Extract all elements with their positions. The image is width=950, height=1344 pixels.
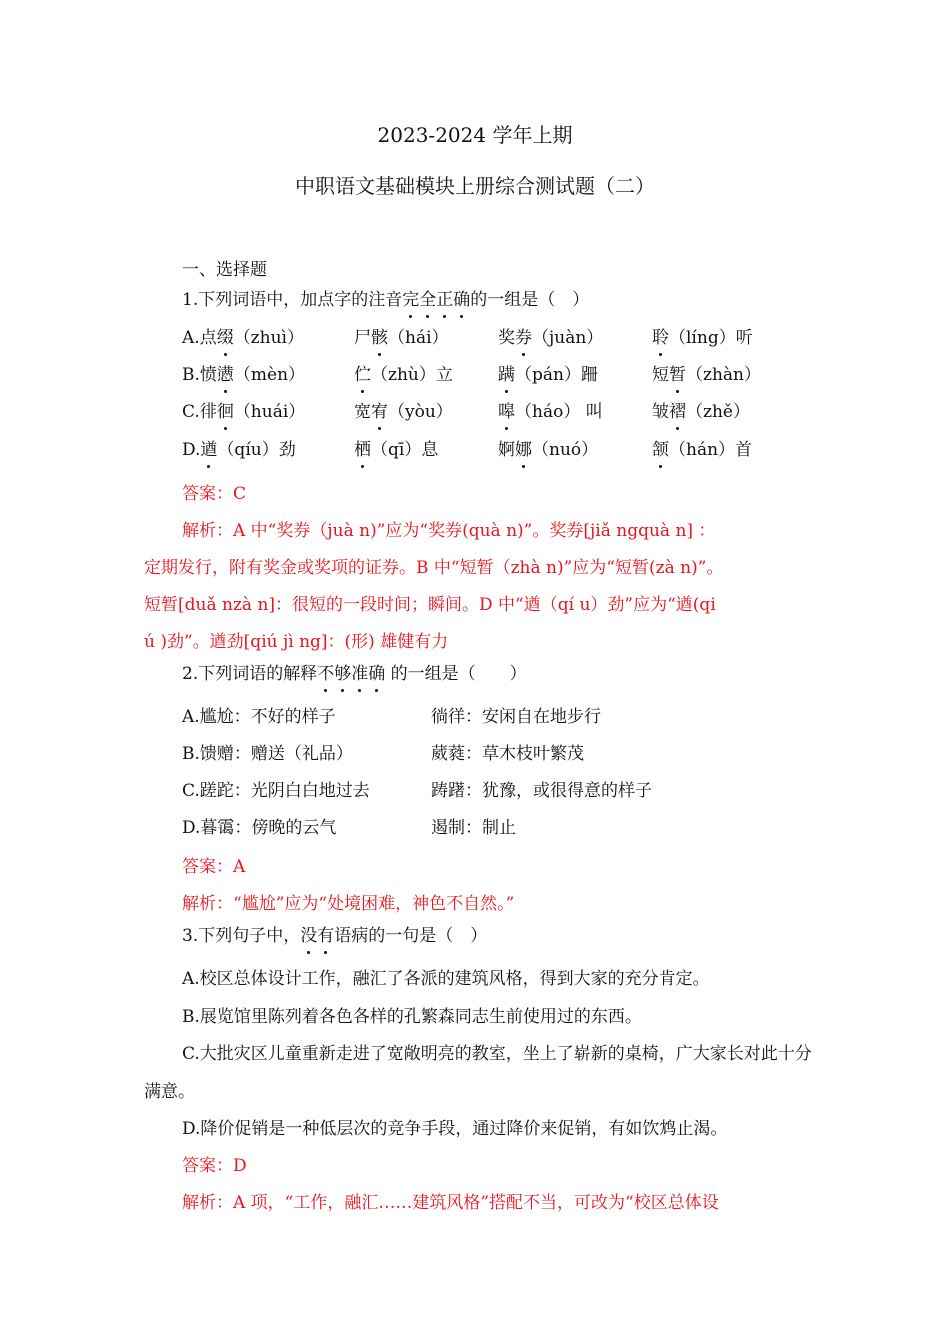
q2-stem-pre: 2.下列词语的解释 [182,664,318,684]
q2-option-left: D.暮霭：傍晚的云气 [182,818,337,838]
q3-option-d: D.降价促销是一种低层次的竞争手段，通过降价来促销，有如饮鸩止渴。 [182,1119,728,1139]
pinyin-text: （mèn） [233,365,306,385]
emphasized-char: 伫 [354,365,371,385]
term-text: 奖 [498,328,515,348]
q1-stem-pre: 1.下列词语中，加点字的注音 [182,290,403,310]
emphasized-char: 够 [334,664,352,684]
emphasized-char: 券 [515,328,532,348]
q2-option-right: 徜徉：安闲自在地步行 [431,707,601,727]
emphasized-char: 骸 [371,328,388,348]
q1-option-term [182,438,296,462]
emphasized-char: 懑 [216,365,234,385]
q3-stem-dotted [300,926,334,946]
title-year: 2023-2024 学年上期 [377,123,573,147]
q2-option-left: B.馈赠：赠送（礼品） [182,744,353,764]
q1-option-term [652,438,752,462]
emphasized-char: 徊 [216,402,234,422]
q2-option-right: 葳蕤：草木枝叶繁茂 [431,744,584,764]
q1-option-term [652,363,761,387]
emphasized-char: 聆 [652,328,669,348]
term-text: 尸 [354,328,371,348]
q3-answer: 答案：D [182,1156,247,1176]
q2-stem-post: 的一组是（ ） [385,664,527,684]
option-letter: D. [182,440,201,460]
q2-option-left: A.尴尬：不好的样子 [182,707,336,727]
emphasized-char: 全 [419,290,437,310]
pinyin-text: （hán）首 [669,440,753,460]
pinyin-text: （huái） [233,402,306,422]
emphasized-char: 颔 [652,440,669,460]
q2-stem-dotted [317,664,385,684]
q3-option-b: B.展览馆里陈列着各色各样的孔繁森同志生前使用过的东西。 [182,1007,642,1027]
q3-option-c-text: C.大批灾区儿童重新走进了宽敞明亮的教室，坐上了崭新的桌椅，广大家长对此十分满意。 [144,1044,812,1102]
emphasized-char: 有 [317,926,335,946]
q1-option-term [498,438,598,462]
emphasized-char: 没 [300,926,318,946]
pinyin-text: （pán）跚 [515,365,598,385]
emphasized-char: 不 [317,664,335,684]
option-letter: C. [182,402,200,422]
title-exam: 中职语文基础模块上册综合测试题（二） [295,174,655,198]
q2-option-left: C.蹉跎：光阴白白地过去 [182,781,370,801]
q1-stem [182,288,589,312]
pinyin-text: （zhù）立 [371,365,453,385]
emphasized-char: 确 [368,664,386,684]
emphasized-char: 娜 [515,440,532,460]
emphasized-char: 蹒 [498,365,515,385]
emphasized-char: 栖 [354,440,371,460]
q2-option-right: 踌躇：犹豫，或很得意的样子 [431,781,652,801]
emphasized-char: 准 [351,664,369,684]
term-text: 婀 [498,440,515,460]
emphasized-char: 暂 [669,365,686,385]
q1-stem-dotted [402,290,470,310]
q1-analysis-line: 解析：A 中“奖券（juà n)”应为“奖券(quà n)”。奖券[jiǎ ngquà n] ： [182,521,716,541]
emphasized-char: 缀 [216,328,234,348]
emphasized-char: 确 [453,290,471,310]
q1-analysis-line: ú )劲”。遒劲[qiú jì ng]：(形) 雄健有力 [144,632,449,652]
q1-option-term [354,400,453,424]
emphasized-char: 嗥 [498,402,515,422]
pinyin-text: （qíu）劲 [217,440,296,460]
q3-option-a: A.校区总体设计工作，融汇了各派的建筑风格，得到大家的充分肯定。 [182,969,710,989]
q1-option-term [182,326,304,350]
term-text: 短 [652,365,669,385]
q1-option-term [652,400,750,424]
q2-analysis: 解析：“尴尬”应为“处境困难，神色不自然。” [182,894,515,914]
pinyin-text: （zhàn） [686,365,761,385]
q1-option-term [354,326,449,350]
pinyin-text: （hái） [388,328,449,348]
q1-option-term [498,400,603,424]
emphasized-char: 宥 [371,402,388,422]
q1-option-term [182,363,305,387]
q1-analysis-line: 定期发行，附有奖金或奖项的证券。B 中“短暂（zhà n)”应为“短暂(zà n)”。 [144,558,724,578]
pinyin-text: （zhě） [686,402,750,422]
term-text: 徘 [199,402,217,422]
option-letter: B. [182,365,200,385]
q3-analysis: 解析：A 项，“工作，融汇……建筑风格”搭配不当，可改为“校区总体设 [182,1193,719,1213]
emphasized-char: 正 [436,290,454,310]
term-text: 点 [199,328,217,348]
term-text: 皱 [652,402,669,422]
q1-option-term [652,326,753,350]
emphasized-char: 遒 [200,440,218,460]
option-letter: A. [182,328,200,348]
pinyin-text: （qī）息 [371,440,439,460]
q2-stem [182,662,527,686]
q1-option-term [182,400,305,424]
q2-option-right: 遏制：制止 [431,818,516,838]
q1-stem-post: 的一组是（ ） [470,290,590,310]
q1-option-term [498,326,603,350]
emphasized-char: 褶 [669,402,686,422]
pinyin-text: （juàn） [532,328,604,348]
pinyin-text: （zhuì） [233,328,304,348]
q1-analysis-line: 短暂[duǎ nzà n]：很短的一段时间；瞬间。D 中“遒（qí u）劲”应为“遒(qi [144,595,716,615]
pinyin-text: （háo） 叫 [515,402,603,422]
q3-option-c [144,1036,812,1111]
pinyin-text: （líng）听 [669,328,753,348]
q1-option-term [354,438,438,462]
q3-stem-pre: 3.下列句子中， [182,926,301,946]
term-text: 宽 [354,402,371,422]
q2-answer: 答案：A [182,857,246,877]
q1-answer: 答案：C [182,484,247,504]
q3-stem [182,924,487,948]
emphasized-char: 完 [402,290,420,310]
pinyin-text: （yòu） [388,402,453,422]
term-text: 愤 [199,365,217,385]
q1-option-term [498,363,598,387]
q1-option-term [354,363,453,387]
section-heading: 一、选择题 [182,260,267,280]
pinyin-text: （nuó） [532,440,599,460]
q3-stem-post: 语病的一句是（ ） [334,926,488,946]
